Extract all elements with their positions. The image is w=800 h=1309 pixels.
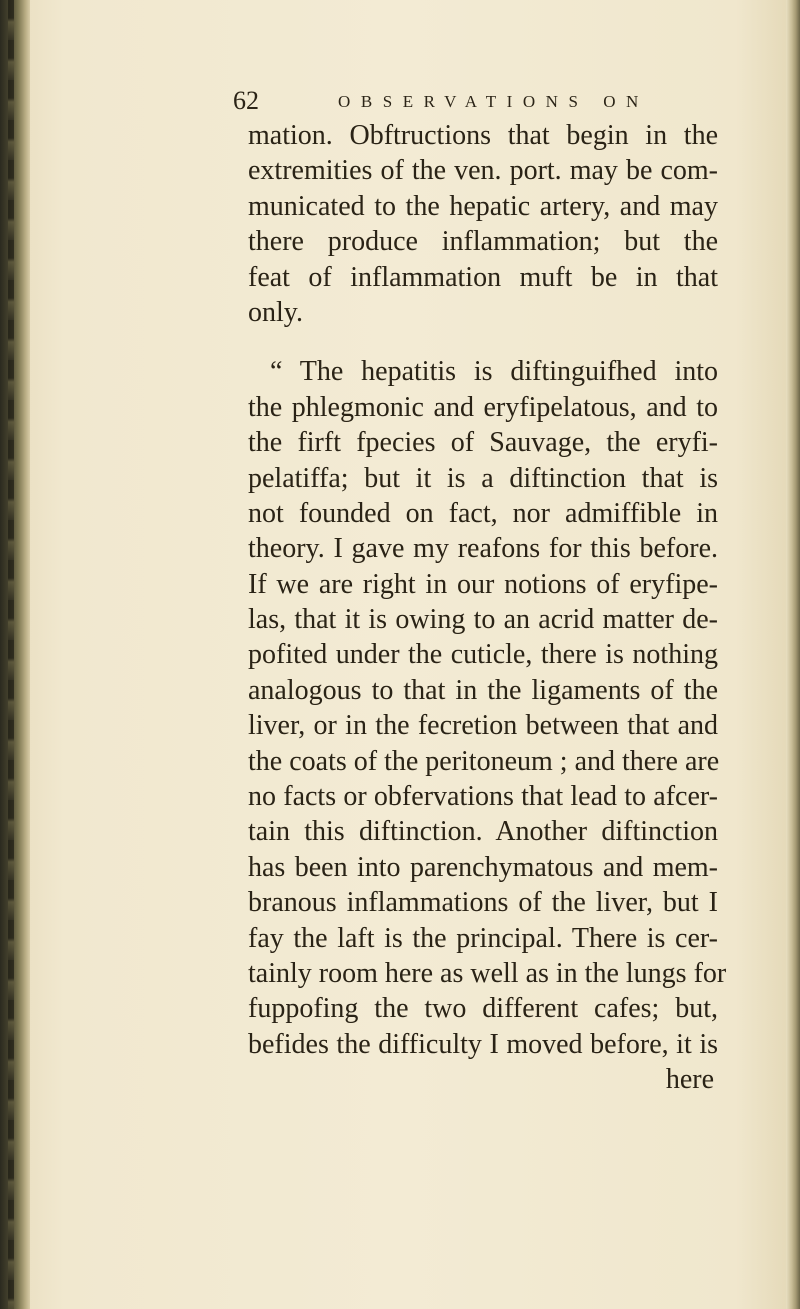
text-line: the firft fpecies of Sauvage, the eryfi- bbox=[248, 427, 718, 459]
catchword: here bbox=[665, 1064, 714, 1096]
running-head bbox=[233, 86, 653, 118]
text-line: branous inflammations of the liver, but I bbox=[248, 887, 718, 919]
text-line: no facts or obfervations that lead to afcer- bbox=[248, 781, 718, 813]
text-line: fuppofing the two different cafes; but, bbox=[248, 993, 718, 1025]
text-line: tain this diftinction. Another diftinction bbox=[248, 816, 718, 848]
text-line: has been into parenchymatous and mem- bbox=[248, 851, 718, 883]
text-line: liver, or in the fecretion between that and bbox=[248, 710, 718, 742]
body-text bbox=[248, 118, 727, 1098]
text-line: las, that it is owing to an acrid matter de- bbox=[248, 604, 718, 636]
text-line: not founded on fact, nor admiffible in bbox=[248, 497, 718, 529]
text-line: feat of inflammation muft be in that bbox=[248, 261, 718, 293]
paragraph-gap bbox=[248, 330, 718, 354]
text-line: tainly room here as well as in the lungs for bbox=[248, 957, 727, 989]
book-spine bbox=[0, 0, 30, 1309]
text-line: If we are right in our notions of eryfipe- bbox=[248, 568, 718, 600]
text-line: theory. I gave my reafons for this before. bbox=[248, 533, 718, 565]
text-line: mation. Obftructions that begin in the bbox=[248, 120, 718, 151]
text-line: “ The hepatitis is diftinguifhed into bbox=[270, 356, 718, 388]
text-line: befides the difficulty I moved before, it is bbox=[248, 1028, 718, 1060]
text-line: fay the laft is the principal. There is cer- bbox=[248, 922, 718, 954]
running-head-title: OBSERVATIONS ON bbox=[338, 92, 649, 111]
text-line: analogous to that in the ligaments of the bbox=[248, 674, 718, 706]
text-line: extremities of the ven. port. may be com- bbox=[248, 155, 718, 187]
text-line: pelatiffa; but it is a diftinction that is bbox=[248, 462, 718, 494]
page-number: 62 bbox=[233, 86, 259, 115]
text-line: municated to the hepatic artery, and may bbox=[248, 190, 718, 222]
text-line: the phlegmonic and eryfipelatous, and to bbox=[248, 391, 718, 423]
text-line: there produce inflammation; but the bbox=[248, 226, 718, 258]
page-edge bbox=[786, 0, 800, 1309]
text-line: the coats of the peritoneum ; and there are bbox=[248, 745, 720, 777]
text-line: pofited under the cuticle, there is nothing bbox=[248, 639, 718, 671]
text-line: only. bbox=[248, 296, 303, 328]
